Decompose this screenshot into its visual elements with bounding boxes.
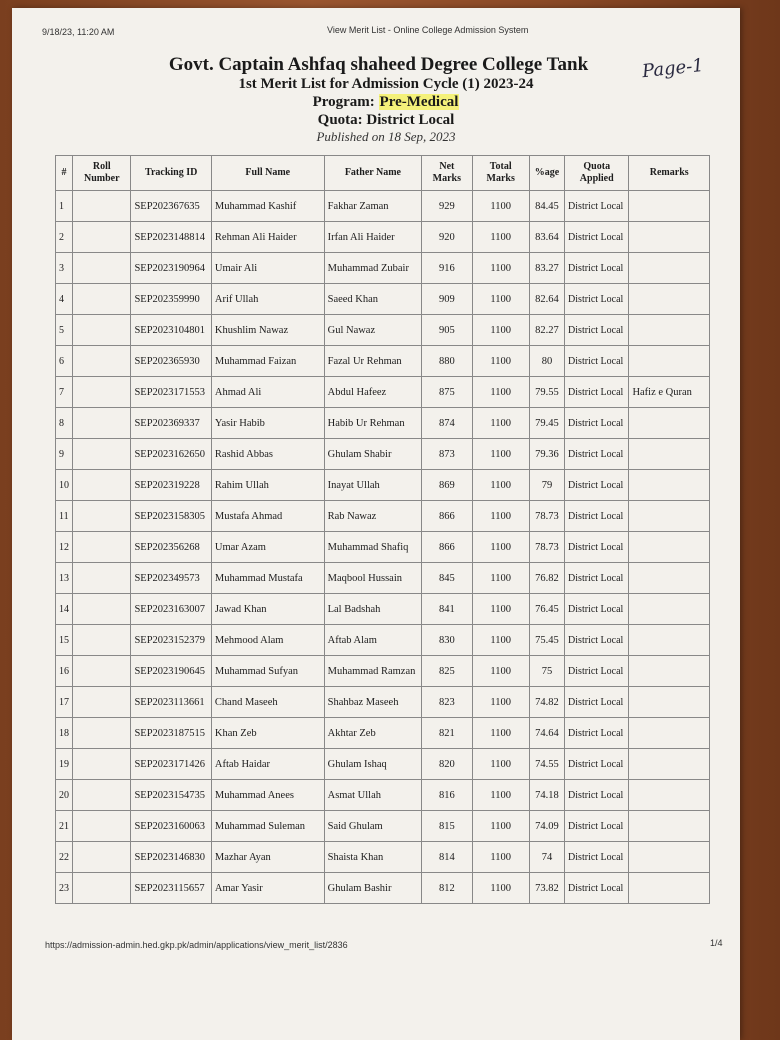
cell-quota-applied: District Local bbox=[565, 625, 629, 656]
cell-index: 9 bbox=[56, 439, 73, 470]
cell-index: 2 bbox=[56, 222, 73, 253]
cell-tracking-id: SEP2023171553 bbox=[131, 377, 211, 408]
cell-index: 15 bbox=[56, 625, 73, 656]
cell-father-name: Abdul Hafeez bbox=[324, 377, 422, 408]
cell-roll-number bbox=[73, 284, 131, 315]
program-line bbox=[32, 93, 740, 111]
cell-tracking-id: SEP202359990 bbox=[131, 284, 211, 315]
cell-percentage: 82.64 bbox=[529, 284, 564, 315]
print-datetime: 9/18/23, 11:20 AM bbox=[42, 27, 115, 37]
cell-remarks bbox=[629, 625, 710, 656]
cell-tracking-id: SEP2023146830 bbox=[131, 842, 211, 873]
cell-net-marks: 830 bbox=[422, 625, 472, 656]
cell-remarks bbox=[629, 501, 710, 532]
cell-percentage: 78.73 bbox=[529, 532, 564, 563]
cell-net-marks: 866 bbox=[422, 532, 472, 563]
cell-quota-applied: District Local bbox=[565, 687, 629, 718]
cell-net-marks: 909 bbox=[422, 284, 472, 315]
cell-total-marks: 1100 bbox=[472, 873, 529, 904]
column-header-net-marks: Net Marks bbox=[422, 156, 472, 191]
cell-roll-number bbox=[73, 532, 131, 563]
cell-remarks bbox=[629, 346, 710, 377]
cell-index: 17 bbox=[56, 687, 73, 718]
table-row bbox=[56, 718, 710, 749]
cell-net-marks: 866 bbox=[422, 501, 472, 532]
cell-father-name: Muhammad Ramzan bbox=[324, 656, 422, 687]
cell-father-name: Maqbool Hussain bbox=[324, 563, 422, 594]
cell-father-name: Lal Badshah bbox=[324, 594, 422, 625]
cell-full-name: Rehman Ali Haider bbox=[211, 222, 324, 253]
table-row bbox=[56, 346, 710, 377]
cell-father-name: Asmat Ullah bbox=[324, 780, 422, 811]
cell-net-marks: 814 bbox=[422, 842, 472, 873]
cell-roll-number bbox=[73, 563, 131, 594]
cell-total-marks: 1100 bbox=[472, 501, 529, 532]
cell-index: 20 bbox=[56, 780, 73, 811]
cell-tracking-id: SEP2023152379 bbox=[131, 625, 211, 656]
cell-quota-applied: District Local bbox=[565, 377, 629, 408]
cell-percentage: 79.36 bbox=[529, 439, 564, 470]
cell-quota-applied: District Local bbox=[565, 439, 629, 470]
column-header-total-marks: Total Marks bbox=[472, 156, 529, 191]
cell-full-name: Muhammad Kashif bbox=[211, 191, 324, 222]
cell-quota-applied: District Local bbox=[565, 315, 629, 346]
cell-father-name: Shahbaz Maseeh bbox=[324, 687, 422, 718]
cell-remarks bbox=[629, 470, 710, 501]
cell-index: 7 bbox=[56, 377, 73, 408]
cell-tracking-id: SEP2023171426 bbox=[131, 749, 211, 780]
cell-index: 14 bbox=[56, 594, 73, 625]
cell-net-marks: 874 bbox=[422, 408, 472, 439]
cell-roll-number bbox=[73, 470, 131, 501]
cell-full-name: Umar Azam bbox=[211, 532, 324, 563]
cell-index: 13 bbox=[56, 563, 73, 594]
cell-net-marks: 825 bbox=[422, 656, 472, 687]
column-header-remarks: Remarks bbox=[629, 156, 710, 191]
cell-full-name: Muhammad Suleman bbox=[211, 811, 324, 842]
table-row bbox=[56, 563, 710, 594]
cell-percentage: 74.64 bbox=[529, 718, 564, 749]
cell-remarks bbox=[629, 780, 710, 811]
cell-tracking-id: SEP2023113661 bbox=[131, 687, 211, 718]
cell-total-marks: 1100 bbox=[472, 687, 529, 718]
cell-roll-number bbox=[73, 191, 131, 222]
cell-roll-number bbox=[73, 408, 131, 439]
cell-percentage: 82.27 bbox=[529, 315, 564, 346]
cell-quota-applied: District Local bbox=[565, 191, 629, 222]
cell-net-marks: 875 bbox=[422, 377, 472, 408]
cell-quota-applied: District Local bbox=[565, 532, 629, 563]
cell-full-name: Rahim Ullah bbox=[211, 470, 324, 501]
cell-net-marks: 812 bbox=[422, 873, 472, 904]
cell-index: 22 bbox=[56, 842, 73, 873]
cell-total-marks: 1100 bbox=[472, 284, 529, 315]
cell-total-marks: 1100 bbox=[472, 439, 529, 470]
cell-remarks bbox=[629, 408, 710, 439]
cell-percentage: 74.55 bbox=[529, 749, 564, 780]
cell-roll-number bbox=[73, 315, 131, 346]
cell-tracking-id: SEP2023187515 bbox=[131, 718, 211, 749]
cell-net-marks: 821 bbox=[422, 718, 472, 749]
quota-line: Quota: District Local bbox=[317, 112, 455, 128]
cell-full-name: Chand Maseeh bbox=[211, 687, 324, 718]
document-titles bbox=[12, 54, 740, 145]
cell-percentage: 75.45 bbox=[529, 625, 564, 656]
cell-father-name: Said Ghulam bbox=[324, 811, 422, 842]
table-header-row bbox=[56, 156, 710, 191]
cell-father-name: Akhtar Zeb bbox=[324, 718, 422, 749]
table-row bbox=[56, 222, 710, 253]
cell-percentage: 79.55 bbox=[529, 377, 564, 408]
cell-quota-applied: District Local bbox=[565, 811, 629, 842]
cell-tracking-id: SEP2023104801 bbox=[131, 315, 211, 346]
cell-full-name: Khushlim Nawaz bbox=[211, 315, 324, 346]
cell-father-name: Ghulam Shabir bbox=[324, 439, 422, 470]
table-row bbox=[56, 377, 710, 408]
table-row bbox=[56, 780, 710, 811]
cell-index: 3 bbox=[56, 253, 73, 284]
cell-roll-number bbox=[73, 439, 131, 470]
cell-total-marks: 1100 bbox=[472, 718, 529, 749]
program-label: Program: bbox=[312, 94, 375, 110]
cell-father-name: Saeed Khan bbox=[324, 284, 422, 315]
cell-roll-number bbox=[73, 718, 131, 749]
cell-father-name: Inayat Ullah bbox=[324, 470, 422, 501]
published-date: Published on 18 Sep, 2023 bbox=[316, 129, 456, 144]
cell-net-marks: 905 bbox=[422, 315, 472, 346]
column-header-full-name: Full Name bbox=[211, 156, 324, 191]
cell-roll-number bbox=[73, 656, 131, 687]
cell-total-marks: 1100 bbox=[472, 594, 529, 625]
cell-percentage: 79.45 bbox=[529, 408, 564, 439]
handwritten-page-note: Page-1 bbox=[641, 54, 705, 83]
column-header-tracking-id: Tracking ID bbox=[131, 156, 211, 191]
table-row bbox=[56, 439, 710, 470]
cell-roll-number bbox=[73, 811, 131, 842]
cell-roll-number bbox=[73, 222, 131, 253]
cell-remarks bbox=[629, 532, 710, 563]
cell-tracking-id: SEP202365930 bbox=[131, 346, 211, 377]
cell-full-name: Amar Yasir bbox=[211, 873, 324, 904]
table-row bbox=[56, 687, 710, 718]
cell-father-name: Fazal Ur Rehman bbox=[324, 346, 422, 377]
cell-index: 8 bbox=[56, 408, 73, 439]
cell-father-name: Irfan Ali Haider bbox=[324, 222, 422, 253]
cell-quota-applied: District Local bbox=[565, 563, 629, 594]
cell-full-name: Arif Ullah bbox=[211, 284, 324, 315]
cell-total-marks: 1100 bbox=[472, 811, 529, 842]
column-header-roll-number: Roll Number bbox=[73, 156, 131, 191]
cell-percentage: 74.18 bbox=[529, 780, 564, 811]
cell-tracking-id: SEP2023162650 bbox=[131, 439, 211, 470]
cell-remarks bbox=[629, 439, 710, 470]
table-row bbox=[56, 842, 710, 873]
cell-roll-number bbox=[73, 253, 131, 284]
cell-net-marks: 873 bbox=[422, 439, 472, 470]
cell-index: 23 bbox=[56, 873, 73, 904]
cell-tracking-id: SEP2023190964 bbox=[131, 253, 211, 284]
footer-page-number: 1/4 bbox=[710, 938, 723, 948]
cell-quota-applied: District Local bbox=[565, 718, 629, 749]
cell-net-marks: 845 bbox=[422, 563, 472, 594]
cell-percentage: 78.73 bbox=[529, 501, 564, 532]
cell-quota-applied: District Local bbox=[565, 253, 629, 284]
cell-remarks bbox=[629, 749, 710, 780]
cell-roll-number bbox=[73, 873, 131, 904]
cell-total-marks: 1100 bbox=[472, 191, 529, 222]
cell-index: 4 bbox=[56, 284, 73, 315]
cell-remarks: Hafiz e Quran bbox=[629, 377, 710, 408]
table-body bbox=[56, 191, 710, 904]
cell-tracking-id: SEP2023115657 bbox=[131, 873, 211, 904]
cell-percentage: 76.45 bbox=[529, 594, 564, 625]
table-row bbox=[56, 625, 710, 656]
cell-total-marks: 1100 bbox=[472, 842, 529, 873]
cell-quota-applied: District Local bbox=[565, 408, 629, 439]
cell-index: 6 bbox=[56, 346, 73, 377]
cell-net-marks: 823 bbox=[422, 687, 472, 718]
cell-full-name: Muhammad Anees bbox=[211, 780, 324, 811]
cell-total-marks: 1100 bbox=[472, 315, 529, 346]
table-row bbox=[56, 253, 710, 284]
table-row bbox=[56, 811, 710, 842]
cell-father-name: Muhammad Zubair bbox=[324, 253, 422, 284]
cell-total-marks: 1100 bbox=[472, 780, 529, 811]
cell-index: 16 bbox=[56, 656, 73, 687]
cell-total-marks: 1100 bbox=[472, 346, 529, 377]
cell-father-name: Shaista Khan bbox=[324, 842, 422, 873]
cell-total-marks: 1100 bbox=[472, 253, 529, 284]
cell-percentage: 79 bbox=[529, 470, 564, 501]
cell-father-name: Aftab Alam bbox=[324, 625, 422, 656]
cell-father-name: Ghulam Ishaq bbox=[324, 749, 422, 780]
table-row bbox=[56, 284, 710, 315]
cell-tracking-id: SEP2023160063 bbox=[131, 811, 211, 842]
cell-percentage: 75 bbox=[529, 656, 564, 687]
cell-index: 1 bbox=[56, 191, 73, 222]
program-value: Pre-Medical bbox=[379, 94, 459, 110]
cell-index: 5 bbox=[56, 315, 73, 346]
cell-net-marks: 820 bbox=[422, 749, 472, 780]
cell-tracking-id: SEP2023190645 bbox=[131, 656, 211, 687]
cell-remarks bbox=[629, 253, 710, 284]
cell-index: 10 bbox=[56, 470, 73, 501]
cell-total-marks: 1100 bbox=[472, 656, 529, 687]
table-row bbox=[56, 191, 710, 222]
cell-remarks bbox=[629, 563, 710, 594]
cell-index: 19 bbox=[56, 749, 73, 780]
table-row bbox=[56, 470, 710, 501]
cell-quota-applied: District Local bbox=[565, 470, 629, 501]
cell-net-marks: 916 bbox=[422, 253, 472, 284]
column-header-father-name: Father Name bbox=[324, 156, 422, 191]
cell-quota-applied: District Local bbox=[565, 749, 629, 780]
cell-full-name: Umair Ali bbox=[211, 253, 324, 284]
cell-net-marks: 920 bbox=[422, 222, 472, 253]
cell-percentage: 74 bbox=[529, 842, 564, 873]
cell-net-marks: 880 bbox=[422, 346, 472, 377]
cell-total-marks: 1100 bbox=[472, 749, 529, 780]
table-row bbox=[56, 656, 710, 687]
merit-table bbox=[55, 155, 710, 904]
cell-quota-applied: District Local bbox=[565, 656, 629, 687]
cell-full-name: Aftab Haidar bbox=[211, 749, 324, 780]
cell-percentage: 74.09 bbox=[529, 811, 564, 842]
cell-full-name: Muhammad Mustafa bbox=[211, 563, 324, 594]
cell-father-name: Muhammad Shafiq bbox=[324, 532, 422, 563]
cell-father-name: Rab Nawaz bbox=[324, 501, 422, 532]
cell-roll-number bbox=[73, 377, 131, 408]
cell-tracking-id: SEP2023158305 bbox=[131, 501, 211, 532]
cell-index: 18 bbox=[56, 718, 73, 749]
cell-tracking-id: SEP202369337 bbox=[131, 408, 211, 439]
cell-net-marks: 815 bbox=[422, 811, 472, 842]
table-row bbox=[56, 749, 710, 780]
cell-father-name: Habib Ur Rehman bbox=[324, 408, 422, 439]
cell-tracking-id: SEP2023154735 bbox=[131, 780, 211, 811]
cell-quota-applied: District Local bbox=[565, 501, 629, 532]
cell-quota-applied: District Local bbox=[565, 842, 629, 873]
cell-full-name: Muhammad Faizan bbox=[211, 346, 324, 377]
cell-remarks bbox=[629, 594, 710, 625]
cell-index: 11 bbox=[56, 501, 73, 532]
cell-index: 12 bbox=[56, 532, 73, 563]
cell-percentage: 80 bbox=[529, 346, 564, 377]
cell-total-marks: 1100 bbox=[472, 222, 529, 253]
column-header-index: # bbox=[56, 156, 73, 191]
cell-roll-number bbox=[73, 625, 131, 656]
cell-remarks bbox=[629, 284, 710, 315]
cell-remarks bbox=[629, 656, 710, 687]
cell-total-marks: 1100 bbox=[472, 532, 529, 563]
cell-remarks bbox=[629, 222, 710, 253]
cell-remarks bbox=[629, 873, 710, 904]
cell-tracking-id: SEP2023148814 bbox=[131, 222, 211, 253]
cell-full-name: Yasir Habib bbox=[211, 408, 324, 439]
cell-quota-applied: District Local bbox=[565, 222, 629, 253]
cell-total-marks: 1100 bbox=[472, 470, 529, 501]
cell-full-name: Mustafa Ahmad bbox=[211, 501, 324, 532]
cell-total-marks: 1100 bbox=[472, 408, 529, 439]
cell-full-name: Jawad Khan bbox=[211, 594, 324, 625]
cell-index: 21 bbox=[56, 811, 73, 842]
cell-roll-number bbox=[73, 501, 131, 532]
cell-tracking-id: SEP2023163007 bbox=[131, 594, 211, 625]
cell-remarks bbox=[629, 811, 710, 842]
cell-percentage: 74.82 bbox=[529, 687, 564, 718]
cell-roll-number bbox=[73, 780, 131, 811]
table-row bbox=[56, 408, 710, 439]
column-header-quota-applied: Quota Applied bbox=[565, 156, 629, 191]
cell-net-marks: 929 bbox=[422, 191, 472, 222]
cell-percentage: 73.82 bbox=[529, 873, 564, 904]
paper-sheet bbox=[12, 8, 740, 1040]
cell-roll-number bbox=[73, 842, 131, 873]
cell-remarks bbox=[629, 315, 710, 346]
cell-percentage: 83.64 bbox=[529, 222, 564, 253]
cell-total-marks: 1100 bbox=[472, 377, 529, 408]
college-title: Govt. Captain Ashfaq shaheed Degree College Tank bbox=[168, 54, 589, 75]
cell-full-name: Rashid Abbas bbox=[211, 439, 324, 470]
cell-roll-number bbox=[73, 346, 131, 377]
cell-full-name: Muhammad Sufyan bbox=[211, 656, 324, 687]
cell-father-name: Ghulam Bashir bbox=[324, 873, 422, 904]
cell-roll-number bbox=[73, 749, 131, 780]
cell-total-marks: 1100 bbox=[472, 563, 529, 594]
cell-percentage: 83.27 bbox=[529, 253, 564, 284]
table-row bbox=[56, 873, 710, 904]
cell-total-marks: 1100 bbox=[472, 625, 529, 656]
cell-father-name: Gul Nawaz bbox=[324, 315, 422, 346]
cell-tracking-id: SEP202367635 bbox=[131, 191, 211, 222]
cell-quota-applied: District Local bbox=[565, 873, 629, 904]
cell-full-name: Mehmood Alam bbox=[211, 625, 324, 656]
cell-full-name: Mazhar Ayan bbox=[211, 842, 324, 873]
cell-full-name: Ahmad Ali bbox=[211, 377, 324, 408]
print-page-title: View Merit List - Online College Admission System bbox=[327, 25, 529, 35]
table-row bbox=[56, 594, 710, 625]
cell-roll-number bbox=[73, 687, 131, 718]
cell-net-marks: 841 bbox=[422, 594, 472, 625]
cell-tracking-id: SEP202356268 bbox=[131, 532, 211, 563]
cell-father-name: Fakhar Zaman bbox=[324, 191, 422, 222]
cell-percentage: 84.45 bbox=[529, 191, 564, 222]
cell-quota-applied: District Local bbox=[565, 594, 629, 625]
cell-quota-applied: District Local bbox=[565, 346, 629, 377]
footer-url: https://admission-admin.hed.gkp.pk/admin/applications/view_merit_list/2836 bbox=[45, 940, 348, 950]
cell-net-marks: 869 bbox=[422, 470, 472, 501]
cell-remarks bbox=[629, 842, 710, 873]
merit-list-title: 1st Merit List for Admission Cycle (1) 2023-24 bbox=[238, 76, 534, 92]
cell-quota-applied: District Local bbox=[565, 284, 629, 315]
cell-remarks bbox=[629, 687, 710, 718]
table-row bbox=[56, 532, 710, 563]
table-row bbox=[56, 315, 710, 346]
cell-remarks bbox=[629, 718, 710, 749]
cell-roll-number bbox=[73, 594, 131, 625]
cell-net-marks: 816 bbox=[422, 780, 472, 811]
table-row bbox=[56, 501, 710, 532]
cell-full-name: Khan Zeb bbox=[211, 718, 324, 749]
column-header-percentage: %age bbox=[529, 156, 564, 191]
cell-tracking-id: SEP202319228 bbox=[131, 470, 211, 501]
cell-tracking-id: SEP202349573 bbox=[131, 563, 211, 594]
cell-percentage: 76.82 bbox=[529, 563, 564, 594]
cell-remarks bbox=[629, 191, 710, 222]
cell-quota-applied: District Local bbox=[565, 780, 629, 811]
